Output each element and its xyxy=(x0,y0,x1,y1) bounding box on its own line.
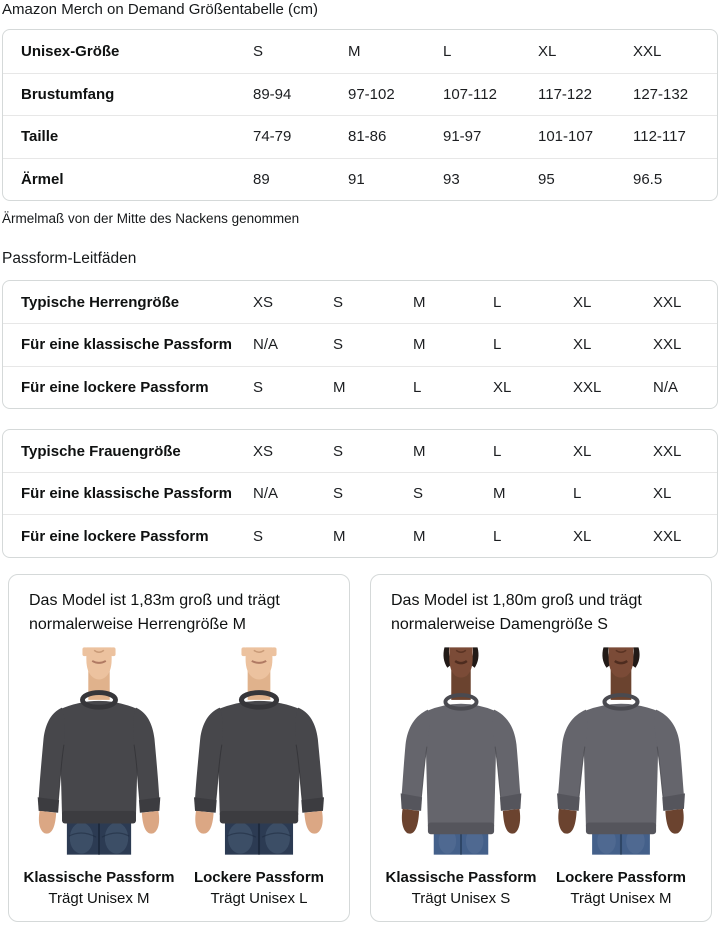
table-row xyxy=(3,73,717,116)
size-cell: 117-122 xyxy=(538,85,592,103)
size-cell: XL xyxy=(573,336,592,354)
loose-fit-column xyxy=(545,645,697,909)
page-title: Amazon Merch on Demand Größentabelle (cm) xyxy=(2,1,318,18)
table-row xyxy=(3,158,717,201)
size-cell: S xyxy=(333,293,344,311)
size-cell: L xyxy=(493,293,502,311)
size-cell: 96.5 xyxy=(633,170,663,188)
male-model-card xyxy=(8,574,350,922)
size-cell: XL xyxy=(538,42,557,60)
size-cell: S xyxy=(333,442,344,460)
female-model-photo xyxy=(388,645,534,857)
size-cell: XXL xyxy=(653,336,682,354)
female-model-card xyxy=(370,574,712,922)
table-row xyxy=(3,514,717,556)
row-label: Für eine lockere Passform xyxy=(21,527,209,545)
male-model-photo xyxy=(182,645,337,857)
size-cell: M xyxy=(413,336,426,354)
size-cell: 91-97 xyxy=(443,128,482,146)
size-cell: S xyxy=(253,42,264,60)
size-cell: XS xyxy=(253,293,274,311)
photo-caption xyxy=(194,868,324,909)
size-cell: N/A xyxy=(253,485,279,503)
size-cell: XL xyxy=(573,442,592,460)
size-cell: 107-112 xyxy=(443,85,497,103)
size-cell: 74-79 xyxy=(253,128,292,146)
size-cell: 101-107 xyxy=(538,128,594,146)
female-model-photo xyxy=(544,645,699,857)
table-row xyxy=(3,430,717,472)
sleeve-note: Ärmelmaß von der Mitte des Nackens genommen xyxy=(2,211,300,226)
row-label: Taille xyxy=(21,128,59,146)
photo-caption xyxy=(556,868,686,909)
size-cell: 91 xyxy=(348,170,365,188)
classic-fit-column xyxy=(385,645,537,909)
size-cell: XL xyxy=(653,485,672,503)
fit-label: Lockere Passform xyxy=(193,868,325,886)
size-cell: XL xyxy=(573,527,592,545)
size-cell: XXL xyxy=(653,293,682,311)
row-label: Brustumfang xyxy=(21,85,115,103)
size-cell: 127-132 xyxy=(633,85,689,103)
size-cell: M xyxy=(413,293,426,311)
row-label: Für eine klassische Passform xyxy=(21,336,232,354)
size-cell: L xyxy=(573,485,582,503)
size-cell: M xyxy=(333,527,346,545)
size-cell: M xyxy=(413,527,426,545)
size-cell: L xyxy=(493,527,502,545)
size-cell: XXL xyxy=(653,527,682,545)
mens-fit-table xyxy=(2,280,718,409)
size-cell: N/A xyxy=(253,336,279,354)
classic-fit-column xyxy=(23,645,175,909)
model-cards-row xyxy=(8,574,712,922)
table-row xyxy=(3,30,717,73)
size-cell: S xyxy=(333,485,344,503)
size-cell: S xyxy=(413,485,424,503)
table-row xyxy=(3,323,717,365)
size-cell: L xyxy=(413,378,422,396)
size-cell: XL xyxy=(493,378,512,396)
worn-size-label: Trägt Unisex L xyxy=(210,889,308,907)
fit-label: Klassische Passform xyxy=(23,868,175,886)
size-table xyxy=(2,29,718,201)
size-cell: 97-102 xyxy=(348,85,395,103)
size-cell: 95 xyxy=(538,170,555,188)
size-cell: XXL xyxy=(633,42,662,60)
size-cell: 81-86 xyxy=(348,128,387,146)
size-cell: M xyxy=(413,442,426,460)
size-cell: L xyxy=(493,336,502,354)
row-label: Für eine lockere Passform xyxy=(21,378,209,396)
size-cell: 89 xyxy=(253,170,270,188)
row-label: Unisex-Größe xyxy=(21,42,120,60)
size-cell: M xyxy=(493,485,506,503)
size-cell: XXL xyxy=(573,378,602,396)
size-cell: L xyxy=(443,42,452,60)
table-row xyxy=(3,115,717,158)
table-row xyxy=(3,281,717,323)
size-cell: L xyxy=(493,442,502,460)
model-description: Das Model ist 1,80m groß und trägt normalerweise Damengröße S xyxy=(391,591,642,633)
fit-guides-title: Passform-Leitfäden xyxy=(2,250,137,267)
table-row xyxy=(3,366,717,408)
photo-caption xyxy=(386,868,537,909)
size-cell: M xyxy=(348,42,361,60)
model-photos xyxy=(23,645,335,909)
photo-caption xyxy=(24,868,175,909)
row-label: Typische Frauengröße xyxy=(21,442,181,460)
fit-label: Klassische Passform xyxy=(385,868,537,886)
male-model-photo xyxy=(26,645,172,857)
size-cell: XXL xyxy=(653,442,682,460)
worn-size-label: Trägt Unisex M xyxy=(48,889,150,907)
worn-size-label: Trägt Unisex S xyxy=(411,889,511,907)
size-cell: 93 xyxy=(443,170,460,188)
size-cell: S xyxy=(253,527,264,545)
model-photos xyxy=(385,645,697,909)
model-description: Das Model ist 1,83m groß und trägt normalerweise Herrengröße M xyxy=(29,591,280,633)
worn-size-label: Trägt Unisex M xyxy=(570,889,672,907)
size-cell: M xyxy=(333,378,346,396)
size-cell: 112-117 xyxy=(633,128,686,146)
size-cell: N/A xyxy=(653,378,679,396)
row-label: Typische Herrengröße xyxy=(21,293,180,311)
size-cell: S xyxy=(253,378,264,396)
size-cell: 89-94 xyxy=(253,85,292,103)
loose-fit-column xyxy=(183,645,335,909)
fit-label: Lockere Passform xyxy=(555,868,687,886)
size-cell: XS xyxy=(253,442,274,460)
womens-fit-table xyxy=(2,429,718,558)
row-label: Für eine klassische Passform xyxy=(21,485,232,503)
size-cell: XL xyxy=(573,293,592,311)
row-label: Ärmel xyxy=(21,170,64,188)
size-cell: S xyxy=(333,336,344,354)
table-row xyxy=(3,472,717,514)
